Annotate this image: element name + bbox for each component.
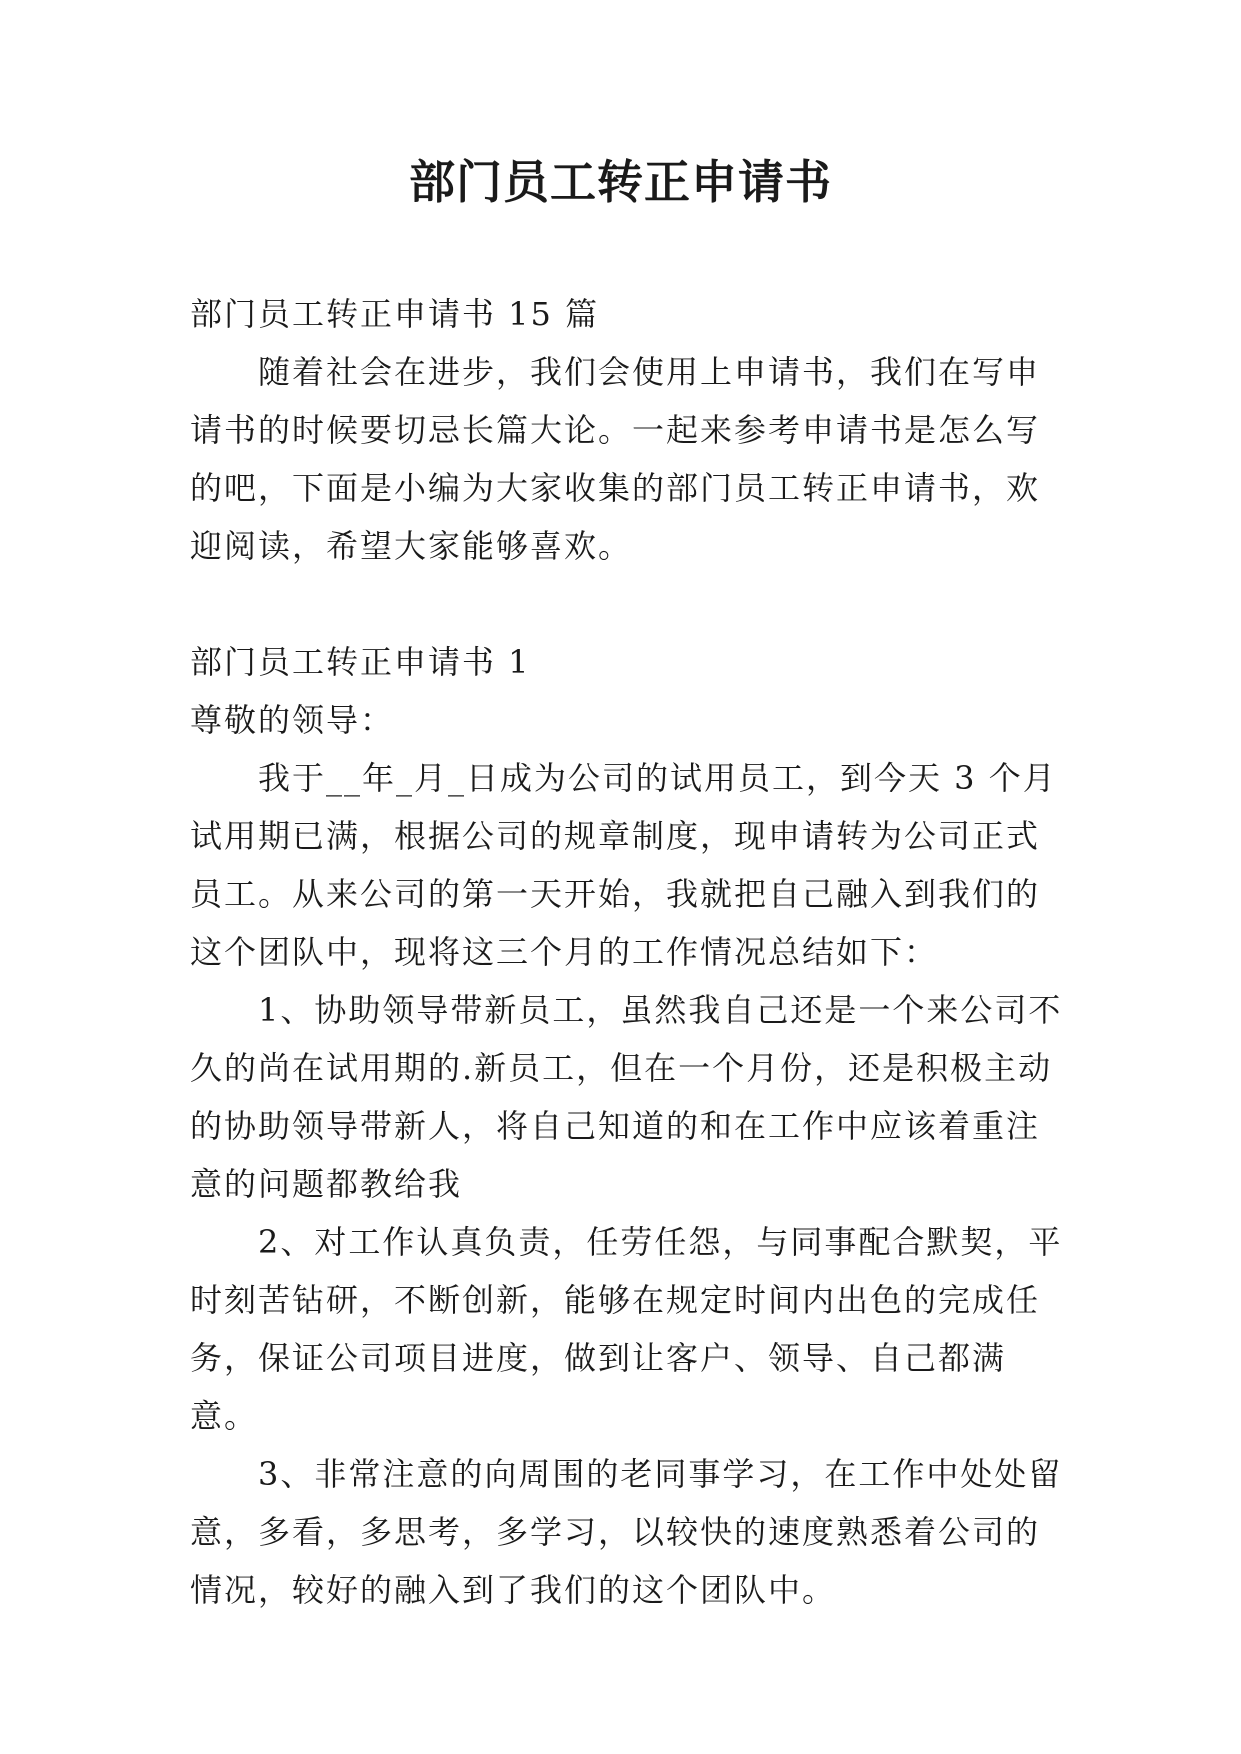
document-subtitle: 部门员工转正申请书 15 篇 xyxy=(190,295,600,333)
body-paragraph-2: 1、协助领导带新员工，虽然我自己还是一个来公司不久的尚在试用期的.新员工，但在一个月份，还是积极主动的协助领导带新人，将自己知道的和在工作中应该着重注意的问题都教给我 xyxy=(190,991,1063,1203)
salutation: 尊敬的领导： xyxy=(190,701,395,739)
body-paragraph-3: 2、对工作认真负责，任劳任怨，与同事配合默契，平时刻苦钻研，不断创新，能够在规定时间内出色的完成任务，保证公司项目进度，做到让客户、领导、自己都满意。 xyxy=(190,1223,1063,1435)
section-heading: 部门员工转正申请书 1 xyxy=(190,643,531,681)
document-body xyxy=(190,285,1070,1619)
body-paragraph-4: 3、非常注意的向周围的老同事学习，在工作中处处留意，多看，多思考，多学习，以较快的速度熟悉着公司的情况，较好的融入到了我们的这个团队中。 xyxy=(190,1455,1063,1609)
document-title: 部门员工转正申请书 xyxy=(409,155,832,209)
intro-paragraph: 随着社会在进步，我们会使用上申请书，我们在写申请书的时候要切忌长篇大论。一起来参考申请书是怎么写的吧，下面是小编为大家收集的部门员工转正申请书，欢迎阅读，希望大家能够喜欢。 xyxy=(190,353,1041,565)
body-paragraph-1: 我于__年_月_日成为公司的试用员工，到今天 3 个月试用期已满，根据公司的规章制度，现申请转为公司正式员工。从来公司的第一天开始，我就把自己融入到我们的这个团队中，现将这三个月的工作情况总结如下： xyxy=(190,759,1057,971)
